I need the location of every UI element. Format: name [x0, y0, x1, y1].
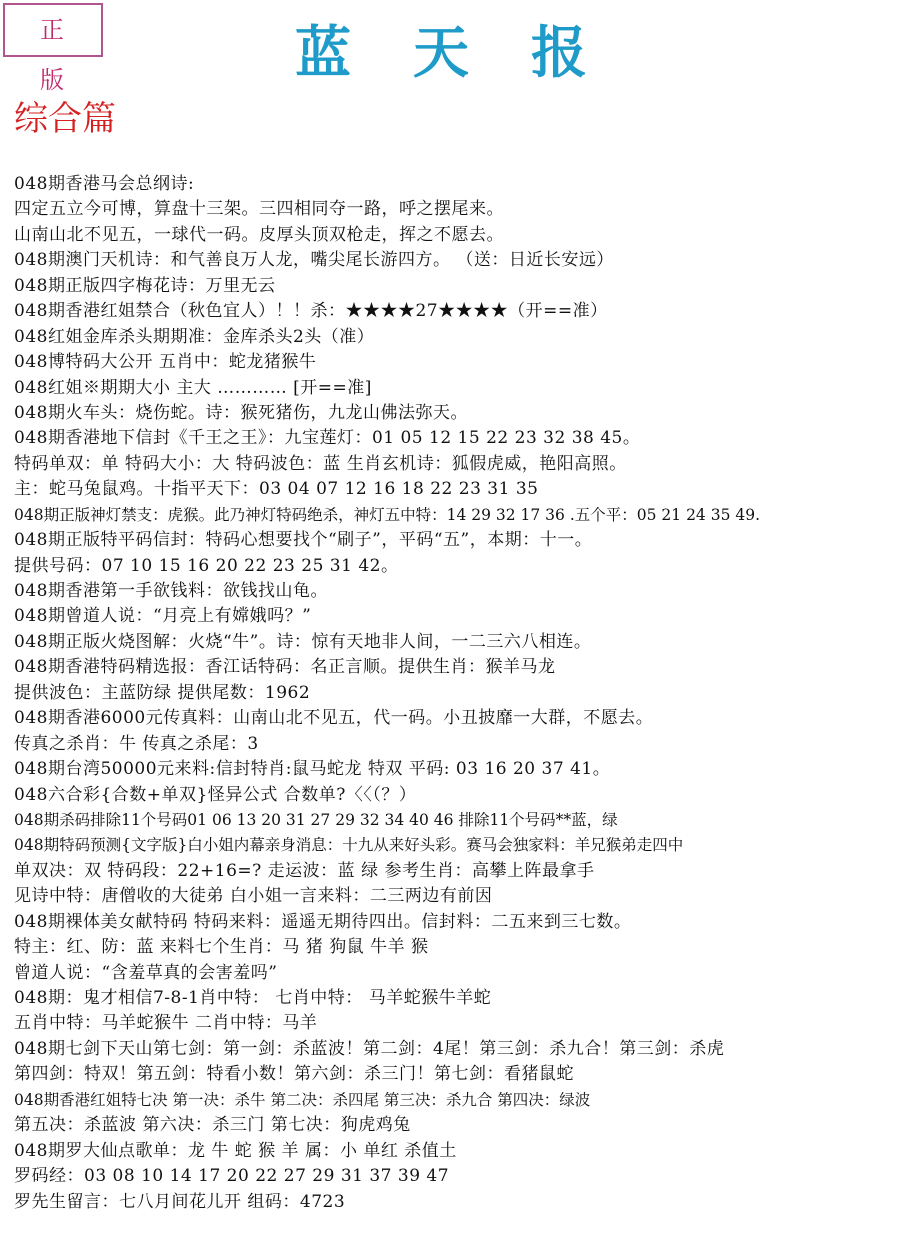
- text-line: 传真之杀肖：牛 传真之杀尾：3: [14, 733, 259, 754]
- text-line: 048期正版特平码信封：特码心想要找个“刷子”，平码“五”，本期：十一。: [14, 530, 593, 551]
- text-line: 048期香港红姐禁合（秋色宜人）！！杀：★★★★27★★★★（开==准）: [14, 301, 608, 322]
- text-line: 五肖中特：马羊蛇猴牛 二肖中特：马羊: [14, 1013, 318, 1034]
- text-line: 048期香港红姐特七决 第一决：杀牛 第二决：杀四尾 第三决：杀九合 第四决：绿波: [14, 1090, 591, 1109]
- text-line: 048期香港第一手欲钱料：欲钱找山龟。: [14, 581, 328, 601]
- text-line: 048六合彩{合数+单双}怪异公式 合数单?〈〈（？）: [14, 784, 417, 805]
- text-line: 048期香港地下信封《千王之王》：九宝莲灯：01 05 12 15 22 23 32 38 45。: [14, 428, 641, 449]
- text-line: 048期曾道人说：“月亮上有嫦娥吗？”: [14, 606, 312, 627]
- text-line: 第四剑：特双！第五剑：特看小数！第六剑：杀三门！第七剑：看猪鼠蛇: [14, 1064, 574, 1085]
- newspaper-title: 蓝天报: [295, 20, 649, 86]
- text-line: 特码单双：单 特码大小：大 特码波色：蓝 生肖玄机诗：狐假虎威，艳阳高照。: [14, 453, 627, 474]
- text-line: 曾道人说：“含羞草真的会害羞吗”: [14, 962, 278, 983]
- text-line: 048期香港马会总纲诗:: [14, 174, 195, 194]
- article-body: [14, 172, 898, 1215]
- text-line: 见诗中特：唐僧收的大徒弟 白小姐一言来料：二三两边有前因: [14, 886, 493, 907]
- text-line: 048期杀码排除11个号码01 06 13 20 31 27 29 32 34 40 46 排除11个号码**蓝，绿: [14, 810, 618, 829]
- text-line: 048期香港6000元传真料：山南山北不见五，代一码。小丑披靡一大群，不愿去。: [14, 708, 654, 729]
- text-line: 罗码经：03 08 10 14 17 20 22 27 29 31 37 39 47: [14, 1166, 450, 1187]
- text-line: 048期火车头：烧伤蛇。诗：猴死猪伤，九龙山佛法弥天。: [14, 402, 468, 423]
- text-line: 048期台湾50000元来料:信封特肖:鼠马蛇龙 特双 平码: 03 16 20 37 41。: [14, 759, 611, 780]
- text-line: 山南山北不见五，一球代一码。皮厚头顶双枪走，挥之不愿去。: [14, 224, 504, 245]
- text-line: 048期罗大仙点歌单：龙 牛 蛇 猴 羊 属：小 单红 杀值土: [14, 1140, 457, 1161]
- text-line: 048期澳门天机诗：和气善良万人龙，嘴尖尾长游四方。 （送：日近长安远）: [14, 250, 614, 271]
- text-line: 048红姐※期期大小 主大 ………… [开==准]: [14, 377, 372, 398]
- edition-badge: 正 版: [3, 3, 103, 57]
- text-line: 特主：红、防：蓝 来料七个生肖：马 猪 狗鼠 牛羊 猴: [14, 937, 429, 958]
- text-line: 048期正版四字梅花诗：万里无云: [14, 275, 276, 296]
- text-line: 048期：鬼才相信7-8-1肖中特： 七肖中特： 马羊蛇猴牛羊蛇: [14, 988, 492, 1008]
- text-line: 048期特码预测{文字版}白小姐内幕亲身消息：十九从来好头彩。赛马会独家料：羊兄猴弟走四中: [14, 836, 684, 855]
- text-line: 主：蛇马兔鼠鸡。十指平天下：03 04 07 12 16 18 22 23 31 35: [14, 479, 539, 500]
- text-line: 048期裸体美女献特码 特码来料：遥遥无期待四出。信封料：二五来到三七数。: [14, 911, 632, 932]
- text-line: 048博特码大公开 五肖中：蛇龙猪猴牛: [14, 352, 317, 373]
- text-line: 048期正版神灯禁支：虎猴。此乃神灯特码绝杀，神灯五中特：14 29 32 17 36 .五个平：05 21 24 35 49.: [14, 505, 761, 524]
- text-line: 单双决：双 特码段：22+16=? 走运波：蓝 绿 参考生肖：高攀上阵最拿手: [14, 860, 595, 881]
- text-line: 罗先生留言：七八月间花儿开 组码：4723: [14, 1191, 346, 1212]
- text-line: 048期正版火烧图解：火烧“牛”。诗：惊有天地非人间，一二三六八相连。: [14, 631, 592, 652]
- text-line: 048期香港特码精选报：香江话特码：名正言顺。提供生肖：猴羊马龙: [14, 657, 556, 678]
- text-line: 第五决：杀蓝波 第六决：杀三门 第七决：狗虎鸡兔: [14, 1115, 411, 1136]
- text-line: 提供号码：07 10 15 16 20 22 23 25 31 42。: [14, 555, 399, 576]
- text-line: 提供波色：主蓝防绿 提供尾数：1962: [14, 682, 311, 703]
- text-line: 048红姐金库杀头期期准：金库杀头2头（准）: [14, 326, 375, 347]
- text-line: 四定五立今可博，算盘十三架。三四相同夺一路，呼之摆尾来。: [14, 199, 504, 220]
- text-line: 048期七剑下天山第七剑：第一剑：杀蓝波！第二剑：4尾！第三剑：杀九合！第三剑：杀虎: [14, 1038, 725, 1059]
- section-heading: 综合篇: [14, 99, 116, 139]
